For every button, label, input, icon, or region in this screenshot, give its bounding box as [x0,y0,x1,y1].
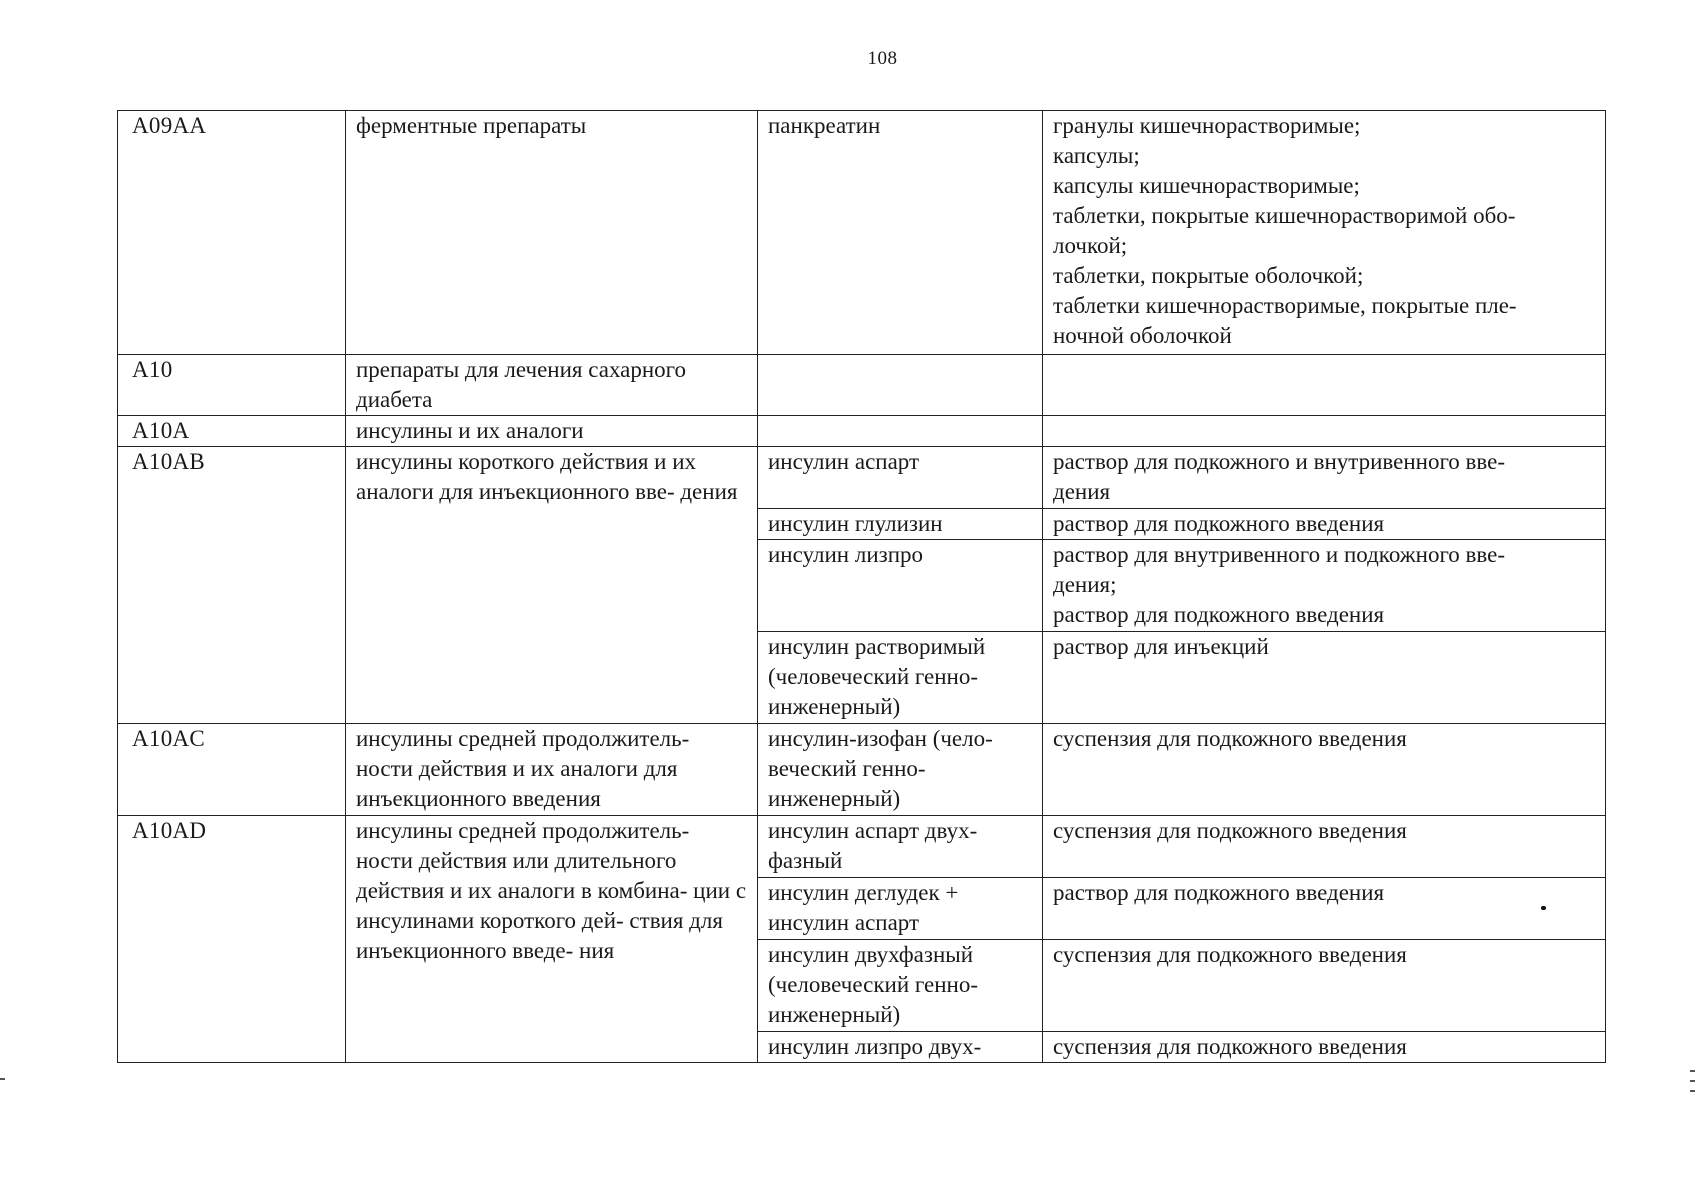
dosage-form-line: раствор для внутривенного и подкожного вве- [1053,542,1506,567]
dosage-forms-cell [1043,1032,1606,1063]
drug-name-cell: инсулин аспарт двух- фазный [758,816,1043,878]
pharmacological-group-cell: ферментные препараты [346,111,758,355]
table-row [118,355,1606,416]
drug-classification-table [117,110,1606,1063]
pharmacological-group-cell: инсулины средней продолжитель- ности действия или длительного действия и их аналоги в комбина- ции с инсулинами короткого дей- ствия для инъекционного введе- ния [346,816,758,1063]
drug-name-cell: панкреатин [758,111,1043,355]
atc-code-cell: A09AA [118,111,346,355]
atc-code-cell: A10A [118,416,346,447]
dosage-form-line: суспензия для подкожного введения [1053,818,1407,843]
dosage-form-line: капсулы; [1053,143,1140,168]
atc-code-cell: A10AC [118,724,346,816]
dosage-forms-cell [1043,632,1606,724]
dosage-forms-cell [1043,940,1606,1032]
page-number: 108 [867,48,898,69]
dosage-form-line: дения [1053,479,1111,504]
drug-name-cell: инсулин глулизин [758,509,1043,540]
dosage-form-line: раствор для подкожного введения [1053,602,1385,627]
table-row [118,816,1606,878]
dosage-form-line: таблетки, покрытые кишечнорастворимой обо- [1053,203,1516,228]
scan-edge-tick [1690,1090,1695,1092]
dosage-form-line: суспензия для подкожного введения [1053,1034,1407,1059]
atc-code-cell: A10 [118,355,346,416]
dosage-form-line: капсулы кишечнорастворимые; [1053,173,1360,198]
pharmacological-group-cell: препараты для лечения сахарного диабета [346,355,758,416]
drug-name-cell: инсулин-изофан (чело- веческий генно- инженерный) [758,724,1043,816]
drug-name-cell [758,355,1043,416]
dosage-form-line: лочкой; [1053,233,1128,258]
drug-name-cell: инсулин двухфазный (человеческий генно- инженерный) [758,940,1043,1032]
dosage-forms-cell [1043,111,1606,355]
dosage-form-line: дения; [1053,572,1117,597]
dosage-forms-cell [1043,878,1606,940]
dosage-forms-cell [1043,355,1606,416]
table-row [118,447,1606,509]
dosage-form-line: ночной оболочкой [1053,323,1232,348]
drug-name-cell [758,416,1043,447]
dosage-forms-cell [1043,540,1606,632]
dosage-form-line: раствор для подкожного введения [1053,880,1385,905]
table-row [118,724,1606,816]
pharmacological-group-cell: инсулины короткого действия и их аналоги для инъекционного вве- дения [346,447,758,724]
dosage-form-line: суспензия для подкожного введения [1053,726,1407,751]
atc-code-cell: A10AD [118,816,346,1063]
dosage-form-line: суспензия для подкожного введения [1053,942,1407,967]
pharmacological-group-cell: инсулины средней продолжитель- ности действия и их аналоги для инъекционного введения [346,724,758,816]
dosage-form-line: раствор для подкожного введения [1053,511,1385,536]
dosage-form-line: раствор для инъекций [1053,634,1269,659]
drug-name-cell: инсулин лизпро [758,540,1043,632]
dosage-form-line: таблетки, покрытые оболочкой; [1053,263,1364,288]
dosage-forms-cell [1043,447,1606,509]
dosage-forms-cell [1043,724,1606,816]
table-row [118,416,1606,447]
atc-code-cell: A10AB [118,447,346,724]
pharmacological-group-cell: инсулины и их аналоги [346,416,758,447]
dosage-forms-cell [1043,816,1606,878]
drug-name-cell: инсулин деглудек + инсулин аспарт [758,878,1043,940]
dosage-form-line: раствор для подкожного и внутривенного вве- [1053,449,1506,474]
dosage-forms-cell [1043,509,1606,540]
scan-speck [1541,906,1546,910]
scan-edge-tick [1690,1080,1695,1082]
dosage-form-line: таблетки кишечнорастворимые, покрытые пле- [1053,293,1517,318]
drug-name-cell: инсулин аспарт [758,447,1043,509]
scan-edge-tick [1690,1070,1695,1072]
drug-name-cell: инсулин лизпро двух- [758,1032,1043,1063]
dosage-forms-cell [1043,416,1606,447]
table-row [118,111,1606,355]
drug-name-cell: инсулин растворимый (человеческий генно- инженерный) [758,632,1043,724]
scan-edge-tick [0,1078,5,1080]
dosage-form-line: гранулы кишечнорастворимые; [1053,113,1361,138]
